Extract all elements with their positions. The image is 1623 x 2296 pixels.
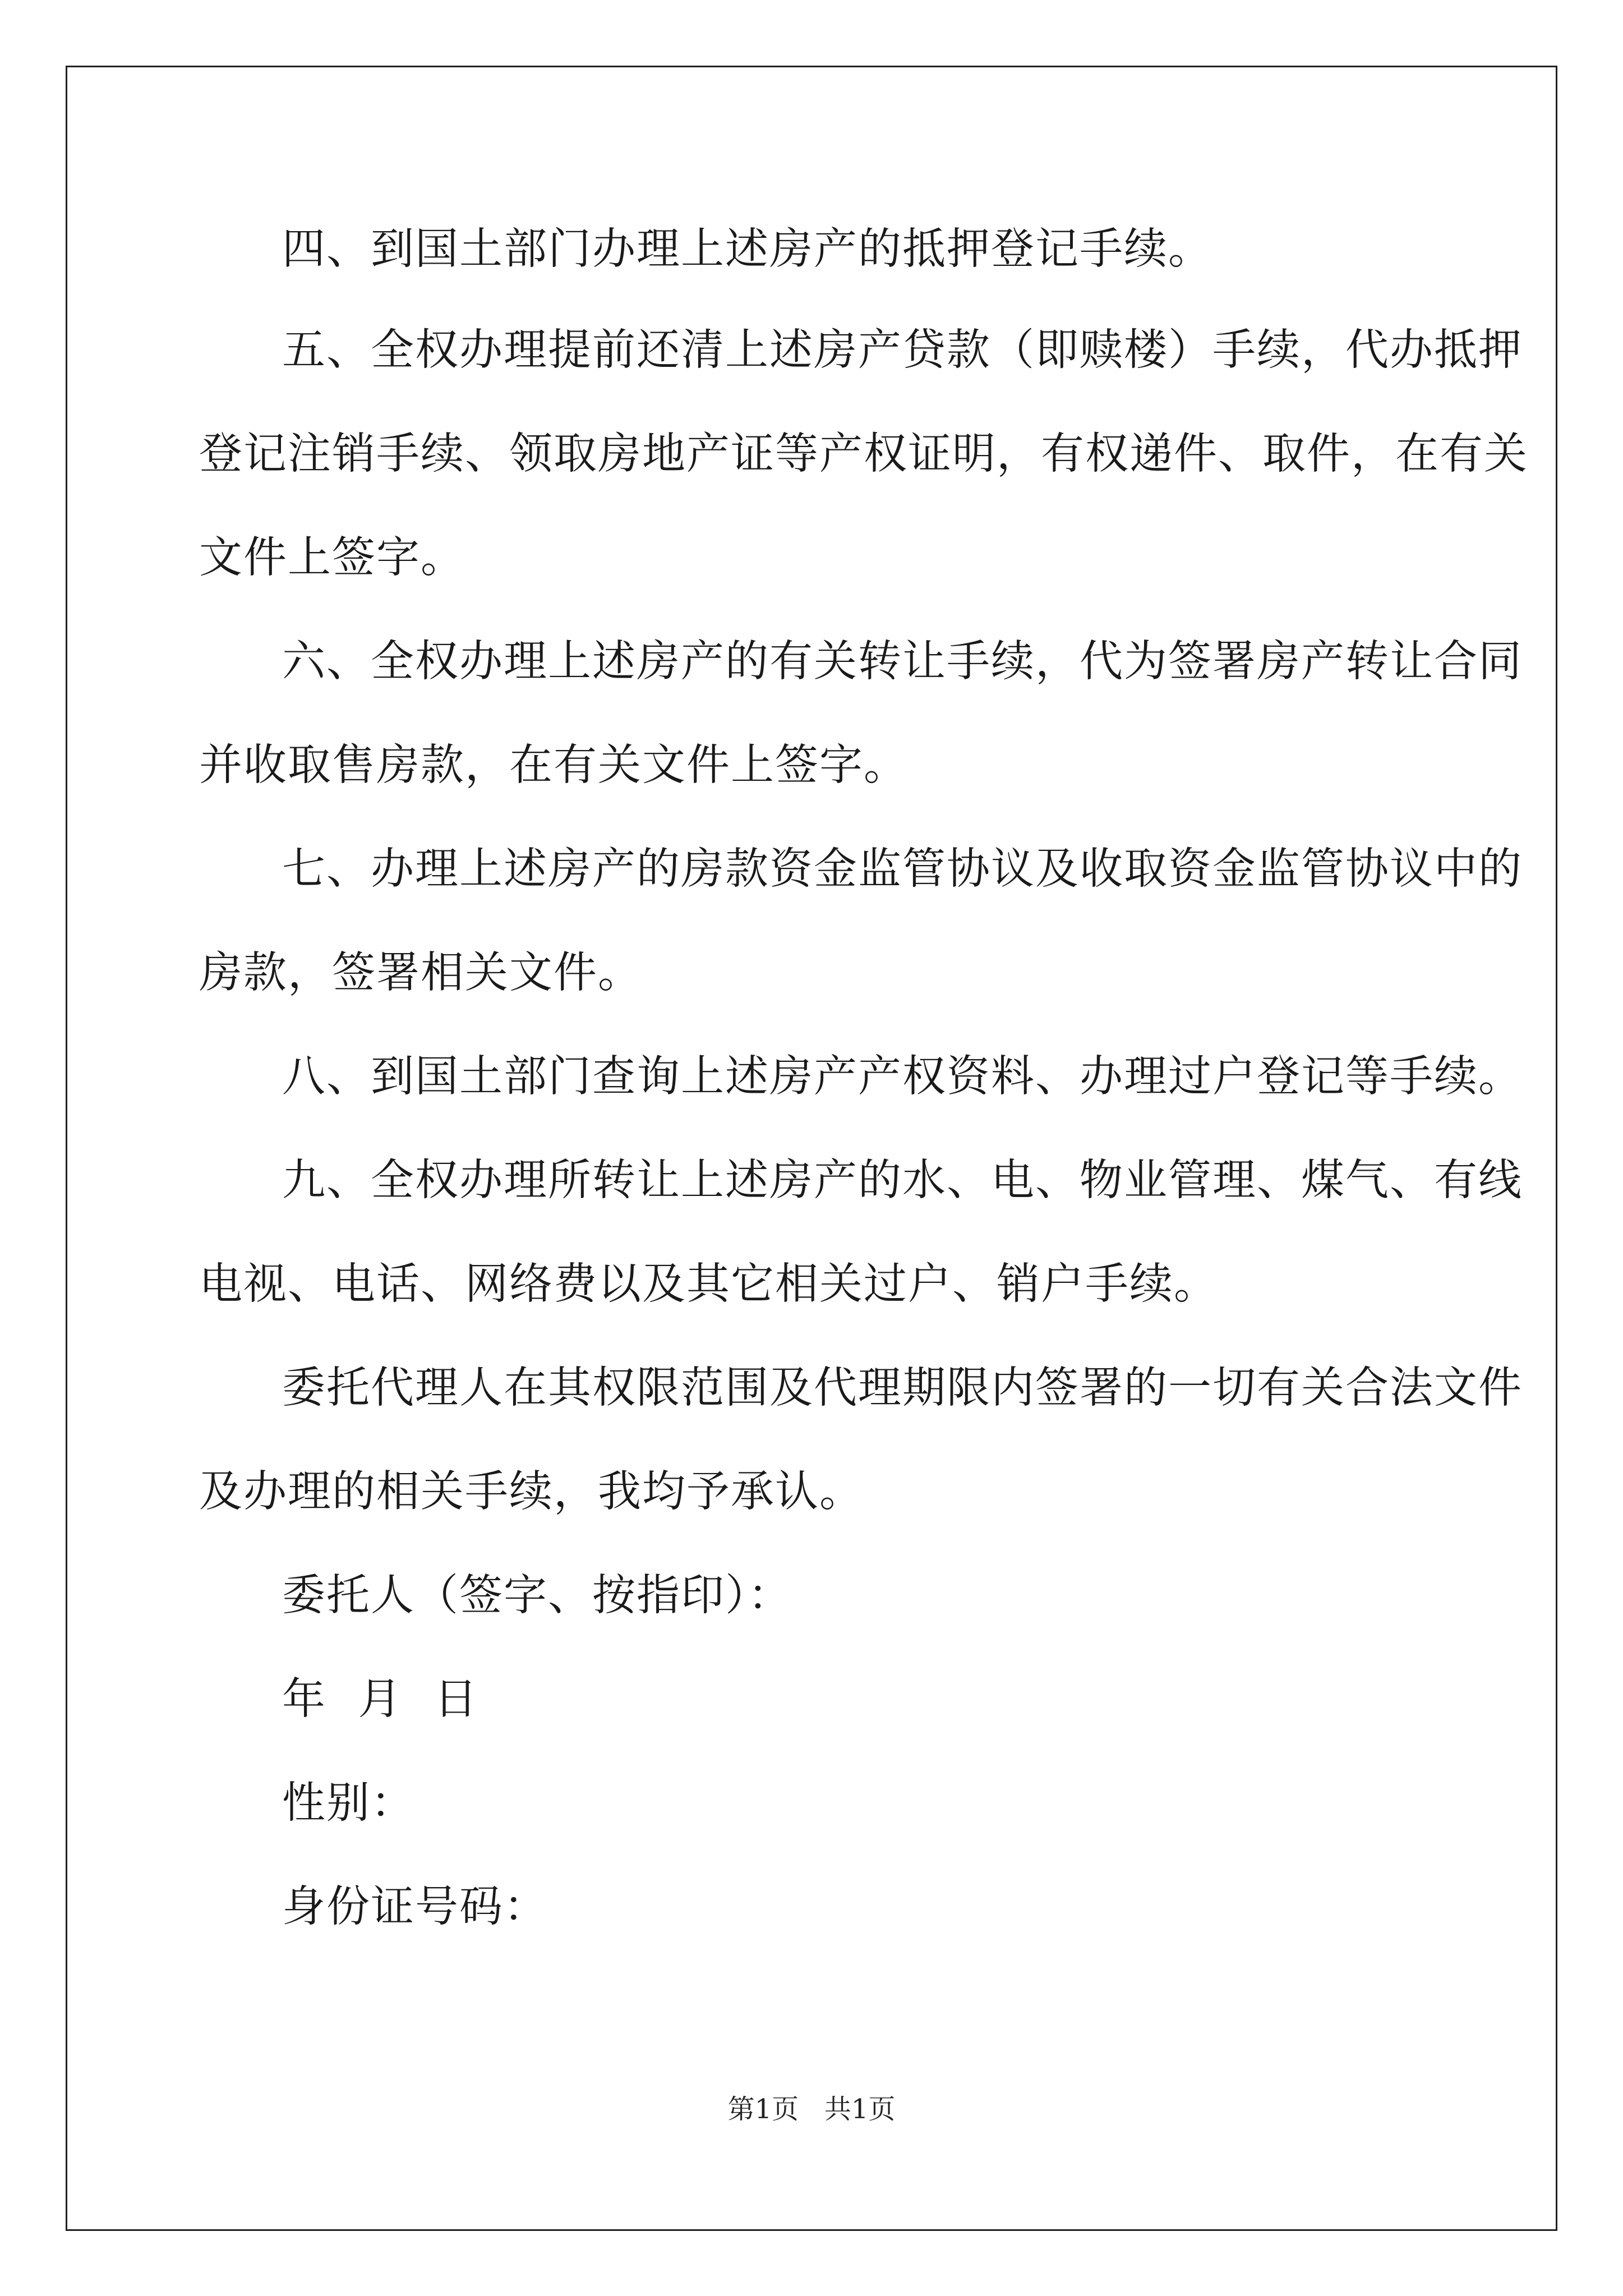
paragraph-line-5: 五、全权办理提前还清上述房产贷款（即赎楼）手续，代办抵押: [282, 325, 1523, 375]
paragraph-line-7-cont: 房款，签署相关文件。: [199, 948, 642, 998]
paragraph-line-6: 六、全权办理上述房产的有关转让手续，代为签署房产转让合同: [282, 637, 1523, 687]
paragraph-line-8: 八、到国土部门查询上述房产产权资料、办理过户登记等手续。: [282, 1052, 1523, 1102]
paragraph-line-6-cont: 并收取售房款，在有关文件上签字。: [199, 740, 908, 790]
paragraph-line-9-cont: 电视、电话、网络费以及其它相关过户、销户手续。: [199, 1259, 1218, 1309]
date-label: 年 月 日: [282, 1674, 478, 1724]
paragraph-ratification-cont: 及办理的相关手续，我均予承认。: [199, 1467, 864, 1517]
id-number-label: 身份证号码：: [282, 1882, 548, 1932]
principal-signature-label: 委托人（签字、按指印）：: [282, 1571, 792, 1621]
paragraph-line-9: 九、全权办理所转让上述房产的水、电、物业管理、煤气、有线: [282, 1156, 1523, 1205]
paragraph-line-4: 四、到国土部门办理上述房产的抵押登记手续。: [282, 224, 1212, 274]
page-number-footer: 第1页 共1页: [727, 2093, 896, 2125]
paragraph-ratification: 委托代理人在其权限范围及代理期限内签署的一切有关合法文件: [282, 1363, 1523, 1413]
paragraph-line-5-cont-1: 登记注销手续、领取房地产证等产权证明，有权递件、取件，在有关: [199, 429, 1528, 479]
paragraph-line-7: 七、办理上述房产的房款资金监管协议及收取资金监管协议中的: [282, 844, 1523, 894]
paragraph-line-5-cont-2: 文件上签字。: [199, 533, 465, 583]
gender-label: 性别：: [282, 1778, 415, 1828]
